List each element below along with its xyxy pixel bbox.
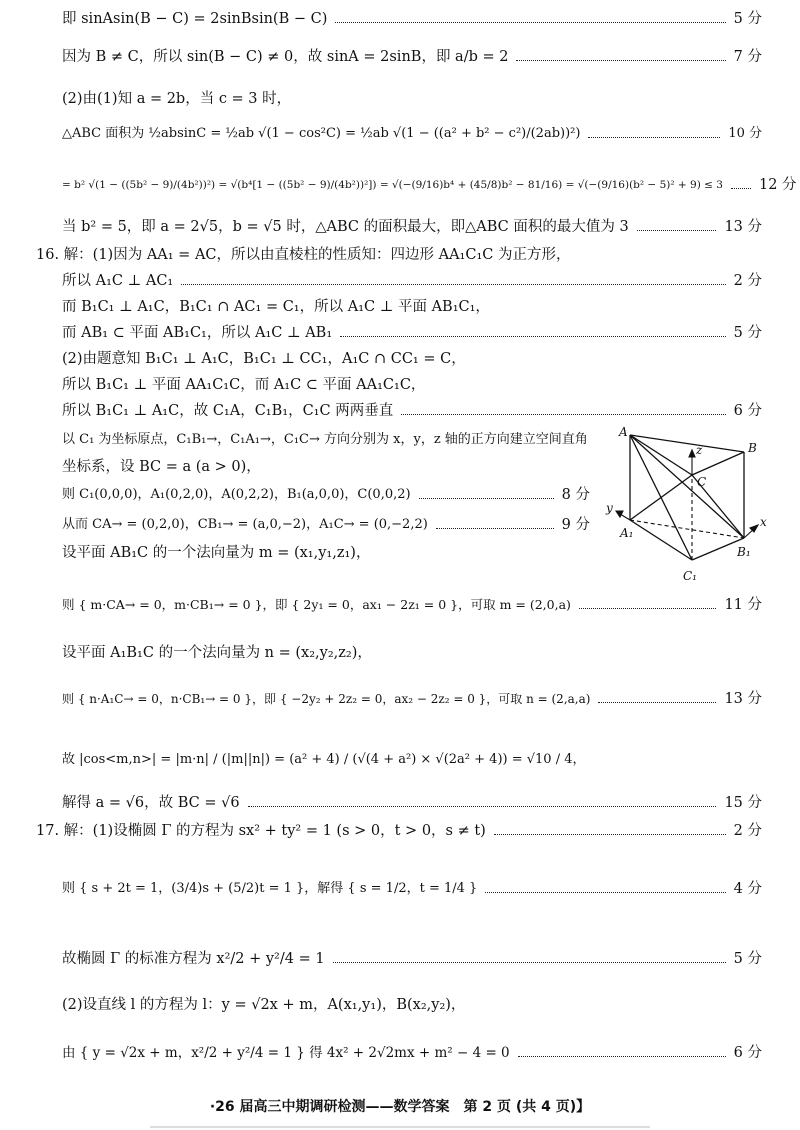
q16-line-1: 16. 解：(1)因为 AA₁ = AC，所以由直棱柱的性质知：四边形 AA₁C₁C 为正方形， (36, 247, 571, 263)
score: 5 分 (733, 325, 762, 341)
footer-rule (150, 1126, 650, 1128)
q16-line-13: 则 { m·CA→ = 0，m·CB₁→ = 0 }，即 { 2y₁ = 0，ax₁ − 2z₁ = 0 }，可取 m = (2,0,a) 11 分 (62, 597, 762, 613)
score: 7 分 (733, 49, 762, 65)
q16-line-10: 则 C₁(0,0,0)，A₁(0,2,0)，A(0,2,2)，B₁(a,0,0)，C(0,0,2) 8 分 (62, 486, 590, 503)
leader-dots (248, 806, 717, 807)
leader-dots (494, 834, 726, 835)
score: 10 分 (728, 126, 762, 141)
score: 5 分 (733, 951, 762, 967)
leader-dots (340, 336, 726, 337)
score: 13 分 (724, 691, 762, 707)
leader-dots (516, 60, 725, 61)
leader-dots (436, 528, 554, 529)
leader-dots (637, 230, 717, 231)
q17-line-4: (2)设直线 l 的方程为 l：y = √2x + m，A(x₁,y₁)，B(x₂,y₂)， (62, 997, 466, 1013)
label-A1: A₁ (620, 526, 634, 540)
page-footer: ·26 届高三中期调研检测——数学答案 第 2 页 (共 4 页)】 (209, 1099, 591, 1115)
score: 9 分 (561, 517, 590, 533)
leader-dots (579, 608, 717, 609)
leader-dots (598, 702, 716, 703)
leader-dots (333, 962, 726, 963)
q16-line-14: 设平面 A₁B₁C 的一个法向量为 n = (x₂,y₂,z₂)， (62, 645, 372, 661)
q16-line-8: 以 C₁ 为坐标原点，C₁B₁→，C₁A₁→，C₁C→ 方向分别为 x，y，z 轴的正方向建立空间直角 (62, 432, 588, 447)
label-B: B (748, 441, 757, 455)
q16-line-9: 坐标系，设 BC = a (a > 0)， (62, 459, 261, 475)
z-arrow (689, 450, 695, 457)
line-5: = b² √(1 − ((5b² − 9)/(4b²))²) = √(b⁴[1 − ((5b² − 9)/(4b²))²]) = √(−(9/16)b⁴ + (45/8)b² − 81/16) = √(−(9/16)(b² − 5)² + 9) ≤ 3 12 分 (62, 177, 797, 193)
q16-line-3: 而 B₁C₁ ⊥ A₁C，B₁C₁ ∩ AC₁ = C₁，所以 A₁C ⊥ 平面 AB₁C₁， (62, 299, 490, 315)
label-z: z (696, 443, 703, 457)
q17-line-5: 由 { y = √2x + m，x²/2 + y²/4 = 1 } 得 4x² + 2√2mx + m² − 4 = 0 6 分 (62, 1044, 762, 1061)
q17-line-2: 则 { s + 2t = 1，(3/4)s + (5/2)t = 1 }，解得 { s = 1/2，t = 1/4 } 4 分 (62, 880, 762, 897)
score: 11 分 (724, 597, 762, 613)
edge-A-B (630, 435, 744, 452)
q16-line-4: 而 AB₁ ⊂ 平面 AB₁C₁，所以 A₁C ⊥ AB₁ 5 分 (62, 325, 762, 341)
score: 6 分 (733, 1045, 762, 1061)
q17-line-3: 故椭圆 Γ 的标准方程为 x²/2 + y²/4 = 1 5 分 (62, 951, 762, 967)
q16-line-5: (2)由题意知 B₁C₁ ⊥ A₁C，B₁C₁ ⊥ CC₁，A₁C ∩ CC₁ = C， (62, 351, 466, 367)
q16-line-7: 所以 B₁C₁ ⊥ A₁C，故 C₁A，C₁B₁，C₁C 两两垂直 6 分 (62, 403, 762, 419)
q16-line-16: 故 |cos<m,n>| = |m·n| / (|m||n|) = (a² + 4) / (√(4 + a²) × √(2a² + 4)) = √10 / 4， (62, 752, 586, 767)
score: 2 分 (733, 823, 762, 839)
q16-line-2: 所以 A₁C ⊥ AC₁ 2 分 (62, 273, 762, 289)
label-y: y (606, 501, 613, 515)
label-A: A (619, 425, 628, 439)
label-x: x (760, 515, 767, 529)
q16-line-11: 从而 CA→ = (0,2,0)，CB₁→ = (a,0,−2)，A₁C→ = (0,−2,2) 9 分 (62, 516, 590, 533)
leader-dots (518, 1056, 726, 1057)
score: 6 分 (733, 403, 762, 419)
edge-A1-C (630, 475, 692, 520)
leader-dots (485, 892, 725, 893)
label-C: C (697, 475, 707, 489)
leader-dots (401, 414, 725, 415)
q16-line-15: 则 { n·A₁C→ = 0，n·CB₁→ = 0 }，即 { −2y₂ + 2z₂ = 0，ax₂ − 2z₂ = 0 }，可取 n = (2,a,a) 13 分 (62, 691, 762, 707)
leader-dots (588, 137, 720, 138)
leader-dots (335, 22, 725, 23)
leader-dots (181, 284, 725, 285)
label-C1: C₁ (683, 569, 697, 583)
line-6: 当 b² = 5，即 a = 2√5，b = √5 时，△ABC 的面积最大，即△ABC 面积的最大值为 3 13 分 (62, 219, 762, 235)
q17-line-1: 17. 解：(1)设椭圆 Γ 的方程为 sx² + ty² = 1 (s > 0，t > 0，s ≠ t) 2 分 (36, 823, 762, 839)
score: 13 分 (724, 219, 762, 235)
leader-dots (731, 188, 751, 189)
q16-line-17: 解得 a = √6，故 BC = √6 15 分 (62, 795, 762, 811)
score: 2 分 (733, 273, 762, 289)
line-1: 即 sinAsin(B − C) = 2sinBsin(B − C) 5 分 (62, 11, 762, 27)
score: 5 分 (733, 11, 762, 27)
q16-line-12: 设平面 AB₁C 的一个法向量为 m = (x₁,y₁,z₁)， (62, 545, 371, 561)
line-2: 因为 B ≠ C，所以 sin(B − C) ≠ 0，故 sinA = 2sinB，即 a/b = 2 7 分 (62, 49, 762, 65)
q16-line-6: 所以 B₁C₁ ⊥ 平面 AA₁C₁C，而 A₁C ⊂ 平面 AA₁C₁C， (62, 377, 426, 393)
leader-dots (419, 498, 554, 499)
line-4: △ABC 面积为 ½absinC = ½ab √(1 − cos²C) = ½ab √(1 − ((a² + b² − c²)/(2ab))²) 10 分 (62, 126, 762, 141)
score: 4 分 (733, 881, 762, 897)
score: 12 分 (758, 177, 797, 193)
line-3: (2)由(1)知 a = 2b，当 c = 3 时， (62, 91, 292, 107)
score: 8 分 (561, 487, 590, 503)
label-B1: B₁ (737, 545, 751, 559)
prism-coordinate-figure (602, 420, 772, 585)
score: 15 分 (724, 795, 762, 811)
y-arrow (616, 511, 623, 517)
